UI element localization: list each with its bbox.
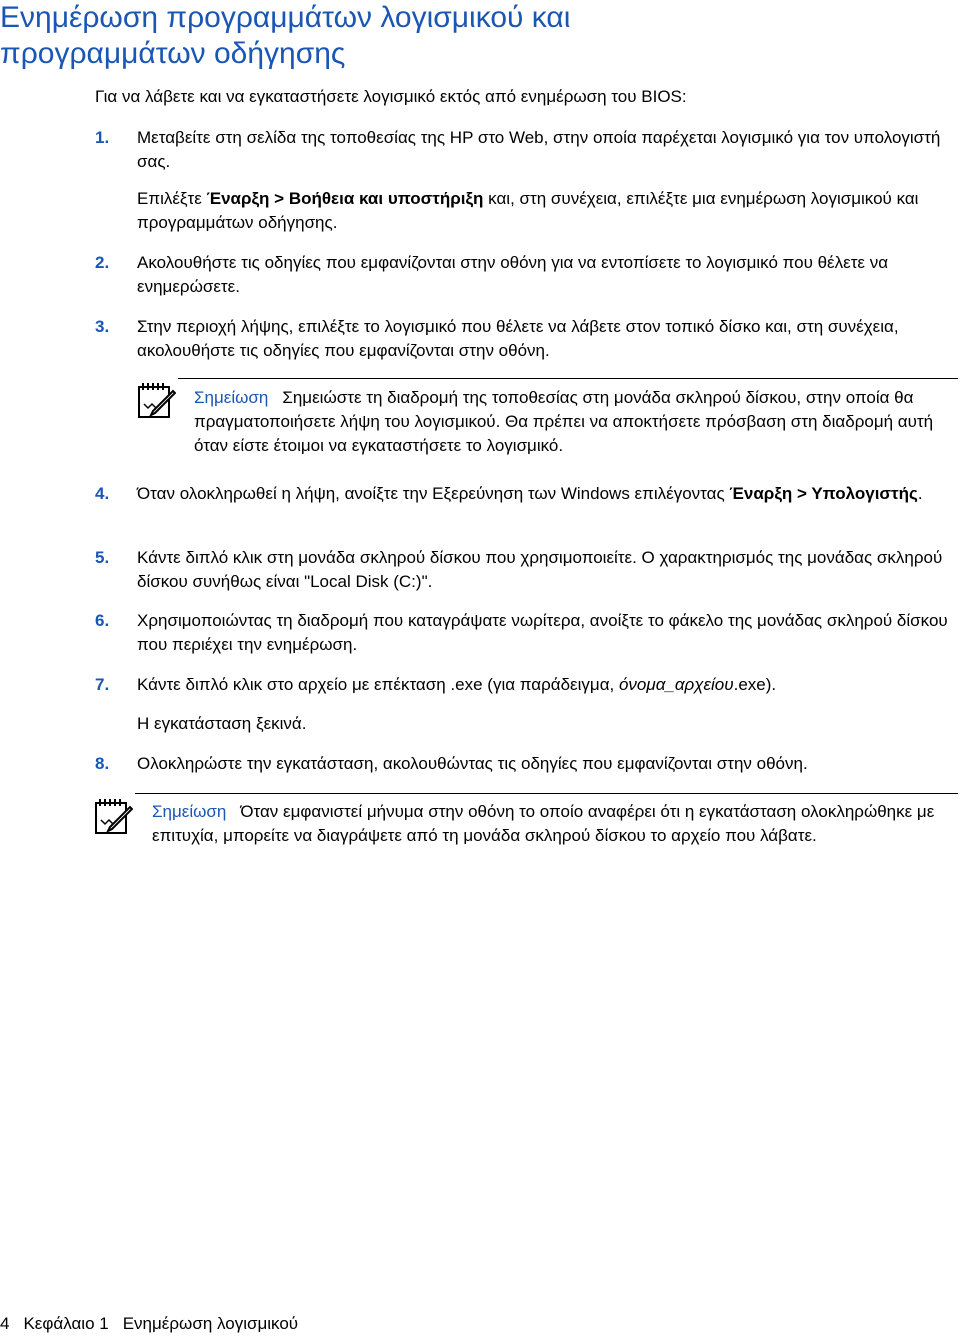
page-title-line-1: Ενημέρωση προγραμμάτων λογισμικού και (0, 1, 571, 34)
step-text: Στην περιοχή λήψης, επιλέξτε το λογισμικό που θέλετε να λάβετε στον τοπικό δίσκο και, στη συνέχεια, ακολουθήστε τις οδηγίες που εμφανίζονται στην οθόνη. (137, 317, 899, 360)
step-7-prefix: Κάντε διπλό κλικ στο αρχείο με επέκταση .exe (για παράδειγμα, (137, 675, 619, 694)
step-3 (95, 315, 960, 363)
step-number: 8. (95, 754, 110, 773)
step-text (137, 673, 960, 697)
note-1-rule (178, 378, 958, 379)
step-7-suffix: .exe). (733, 675, 777, 694)
step-number: 6. (95, 611, 110, 630)
page-title (0, 0, 940, 72)
step-8 (95, 752, 960, 776)
step-text: Ακολουθήστε τις οδηγίες που εμφανίζονται στην οθόνη για να εντοπίσετε το λογισμικό που θέλετε να ενημερώσετε. (137, 253, 889, 296)
note-pencil-icon (93, 796, 133, 836)
step-7 (95, 673, 960, 697)
step-number: 7. (95, 675, 110, 694)
page-title-line-2: προγραμμάτων οδήγησης (0, 37, 346, 70)
step-text: Ολοκληρώστε την εγκατάσταση, ακολουθώντας τις οδηγίες που εμφανίζονται στην οθόνη. (137, 754, 808, 773)
page-footer (0, 1312, 700, 1336)
note-2-rule (135, 793, 958, 794)
note-text: Σημειώστε τη διαδρομή της τοποθεσίας στη μονάδα σκληρού δίσκου, στην οποία θα πραγματοποιήσετε λήψη του λογισμικού. Θα πρέπει να αποκτήσετε πρόσβαση στη διαδρομή αυτή όταν είστε έτοιμοι να εγκαταστήσετε το λογισμικό. (194, 388, 934, 455)
step-1-detail-suffix: και, στη συνέχεια, επιλέξτε μια ενημέρωση λογισμικού και προγραμμάτων οδήγησης. (137, 189, 919, 232)
menu-path-computer: Έναρξη > Υπολογιστής (729, 484, 918, 503)
note-1 (194, 386, 954, 458)
step-2 (95, 251, 960, 299)
step-4-prefix: Όταν ολοκληρωθεί η λήψη, ανοίξτε την Εξερεύνηση των Windows επιλέγοντας (137, 484, 730, 503)
note-label: Σημείωση (194, 388, 269, 407)
step-text (137, 482, 960, 506)
menu-path-help-support: Έναρξη > Βοήθεια και υποστήριξη (206, 189, 484, 208)
step-text: Μεταβείτε στη σελίδα της τοποθεσίας της HP στο Web, στην οποία παρέχεται λογισμικό για τον υπολογιστή σας. (137, 128, 941, 171)
chapter-title: Ενημέρωση λογισμικού (122, 1314, 299, 1333)
intro-text: Για να λάβετε και να εγκαταστήσετε λογισμικό εκτός από ενημέρωση του BIOS: (95, 87, 687, 106)
note-label: Σημείωση (152, 802, 227, 821)
step-number: 3. (95, 317, 110, 336)
page-number: 4 (0, 1314, 10, 1333)
note-pencil-icon (136, 380, 176, 420)
step-1 (95, 126, 960, 174)
step-1-detail-prefix: Επιλέξτε (137, 189, 207, 208)
step-6 (95, 609, 960, 657)
note-2 (152, 800, 952, 848)
step-1-detail (137, 187, 957, 235)
step-number: 2. (95, 253, 110, 272)
step-number: 1. (95, 128, 110, 147)
note-text: Όταν εμφανιστεί μήνυμα στην οθόνη το οποίο αναφέρει ότι η εγκατάσταση ολοκληρώθηκε με επιτυχία, μπορείτε να διαγράψετε από τη μονάδα σκληρού δίσκου το αρχείο που λάβατε. (152, 802, 935, 845)
step-number: 4. (95, 484, 110, 503)
step-7-detail: Η εγκατάσταση ξεκινά. (137, 714, 307, 733)
step-5 (95, 546, 960, 594)
chapter-label: Κεφάλαιο 1 (23, 1314, 109, 1333)
file-name-placeholder: όνομα_αρχείου (618, 675, 734, 694)
step-text: Κάντε διπλό κλικ στη μονάδα σκληρού δίσκου που χρησιμοποιείτε. Ο χαρακτηρισμός της μονάδας σκληρού δίσκου συνήθως είναι "Local Disk (C:)". (137, 548, 943, 591)
step-number: 5. (95, 548, 110, 567)
step-4-suffix: . (917, 484, 923, 503)
step-text: Χρησιμοποιώντας τη διαδρομή που καταγράψατε νωρίτερα, ανοίξτε το φάκελο της μονάδας σκληρού δίσκου που περιέχει την ενημέρωση. (137, 611, 948, 654)
step-4 (95, 482, 960, 506)
